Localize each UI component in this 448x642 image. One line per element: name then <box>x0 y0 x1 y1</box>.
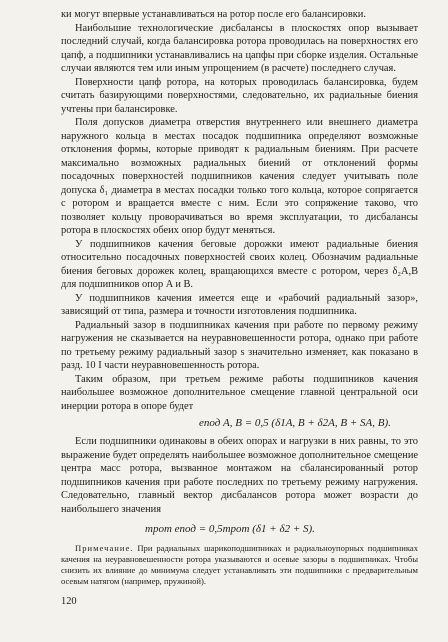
paragraph-third-mode: Таким образом, при третьем режиме работы подшипников качения наибольшее возможное дополнительное смещение главной центральной оси инерции ротора в опоре будет <box>61 373 418 412</box>
paragraph-radial-clearance: Радиальный зазор в подшипниках качения при работе по первому режиму нагружения не сказывается на неуравновешенности ротора, однако при работе по третьему режиму радиальный зазор s значительно изменяет, как показано в разд. 10 I части неуравновешенность ротора. <box>61 319 418 371</box>
footnote-note <box>61 543 418 587</box>
formula-main-imbalance-vector: mрот eпод = 0,5mрот (δ1 + δ2 + S). <box>145 523 315 535</box>
paragraph-raceway-runout: У подшипников качения беговые дорожки имеют радиальные биения относительно посадочных поверхностей своих колец. Обозначим радиальные биения беговых дорожек колец, вращающихся вместе с ротором, через δ₂A,B для подшипников опор A и B. <box>61 238 418 290</box>
paragraph-identical-bearings: Если подшипники одинаковы в обеих опорах и нагрузки в них равны, то это выражение будет определять наибольшее возможное дополнительное смещение центра масс ротора, вызванное монтажом на сбалансированный ротор подшипников качения при работе последних по третьему режиму нагружения. Следовательно, главный вектор дисбалансов ротора может возрасти до наибольшего значения <box>61 436 418 515</box>
paragraph-technological-imbalance: Наибольшие технологические дисбалансы в плоскостях опор вызывает последний случай, когда балансировка ротора проводилась на поверхностях его цапф, а подшипники устанавливались на цапфы при сборке изделия. Остальные случаи являются тем или иным упрощением (в расчете) последнего случая. <box>61 22 418 74</box>
note-label: Примечание. <box>75 543 134 553</box>
paragraph-journal-surfaces: Поверхности цапф ротора, на которых проводилась балансировка, будем считать базирующими поверхностями, следовательно, их радиальные биения учтены при балансировке. <box>61 76 418 115</box>
formula-bearing-displacement: eпод A, B = 0,5 (δ1A, B + δ2A, B + SA, B). <box>199 417 391 429</box>
paragraph-working-clearance: У подшипников качения имеется еще и «рабочий радиальный зазор», зависящий от типа, размера и точности изготовления подшипника. <box>61 292 418 317</box>
paragraph-continuation: ки могут впервые устанавливаться на ротор после его балансировки. <box>61 9 366 20</box>
page-number: 120 <box>61 596 77 607</box>
paragraph-tolerance-fields: Поля допусков диаметра отверстия внутреннего или внешнего диаметра наружного кольца в местах посадок подшипника определяют возможные отклонения формы, которые приводят к радиальным биениям. При расчете максимально возможных радиальных биений от отклонений формы посадочных поверхностей подшипников качения следует учитывать поле допуска δ₁ диаметра в местах посадки только того кольца, которое сопрягается с ротором и вращается вместе с ним. Если это сопряжение таково, что позволяет кольцу проворачиваться во время эксплуатации, то дисбалансы ротора в плоскостях обеих опор будут меняться. <box>61 117 418 236</box>
note-text: При радиальных шарикоподшипниках и радиальноупорных подшипниках качения на неуравновешенности ротора указываются и осевые зазоры в подшипниках. Чтобы снизить их влияние до минимума следует устанавливать эти подшипники с предварительным осевым натягом (например, пружиной). <box>61 543 418 586</box>
